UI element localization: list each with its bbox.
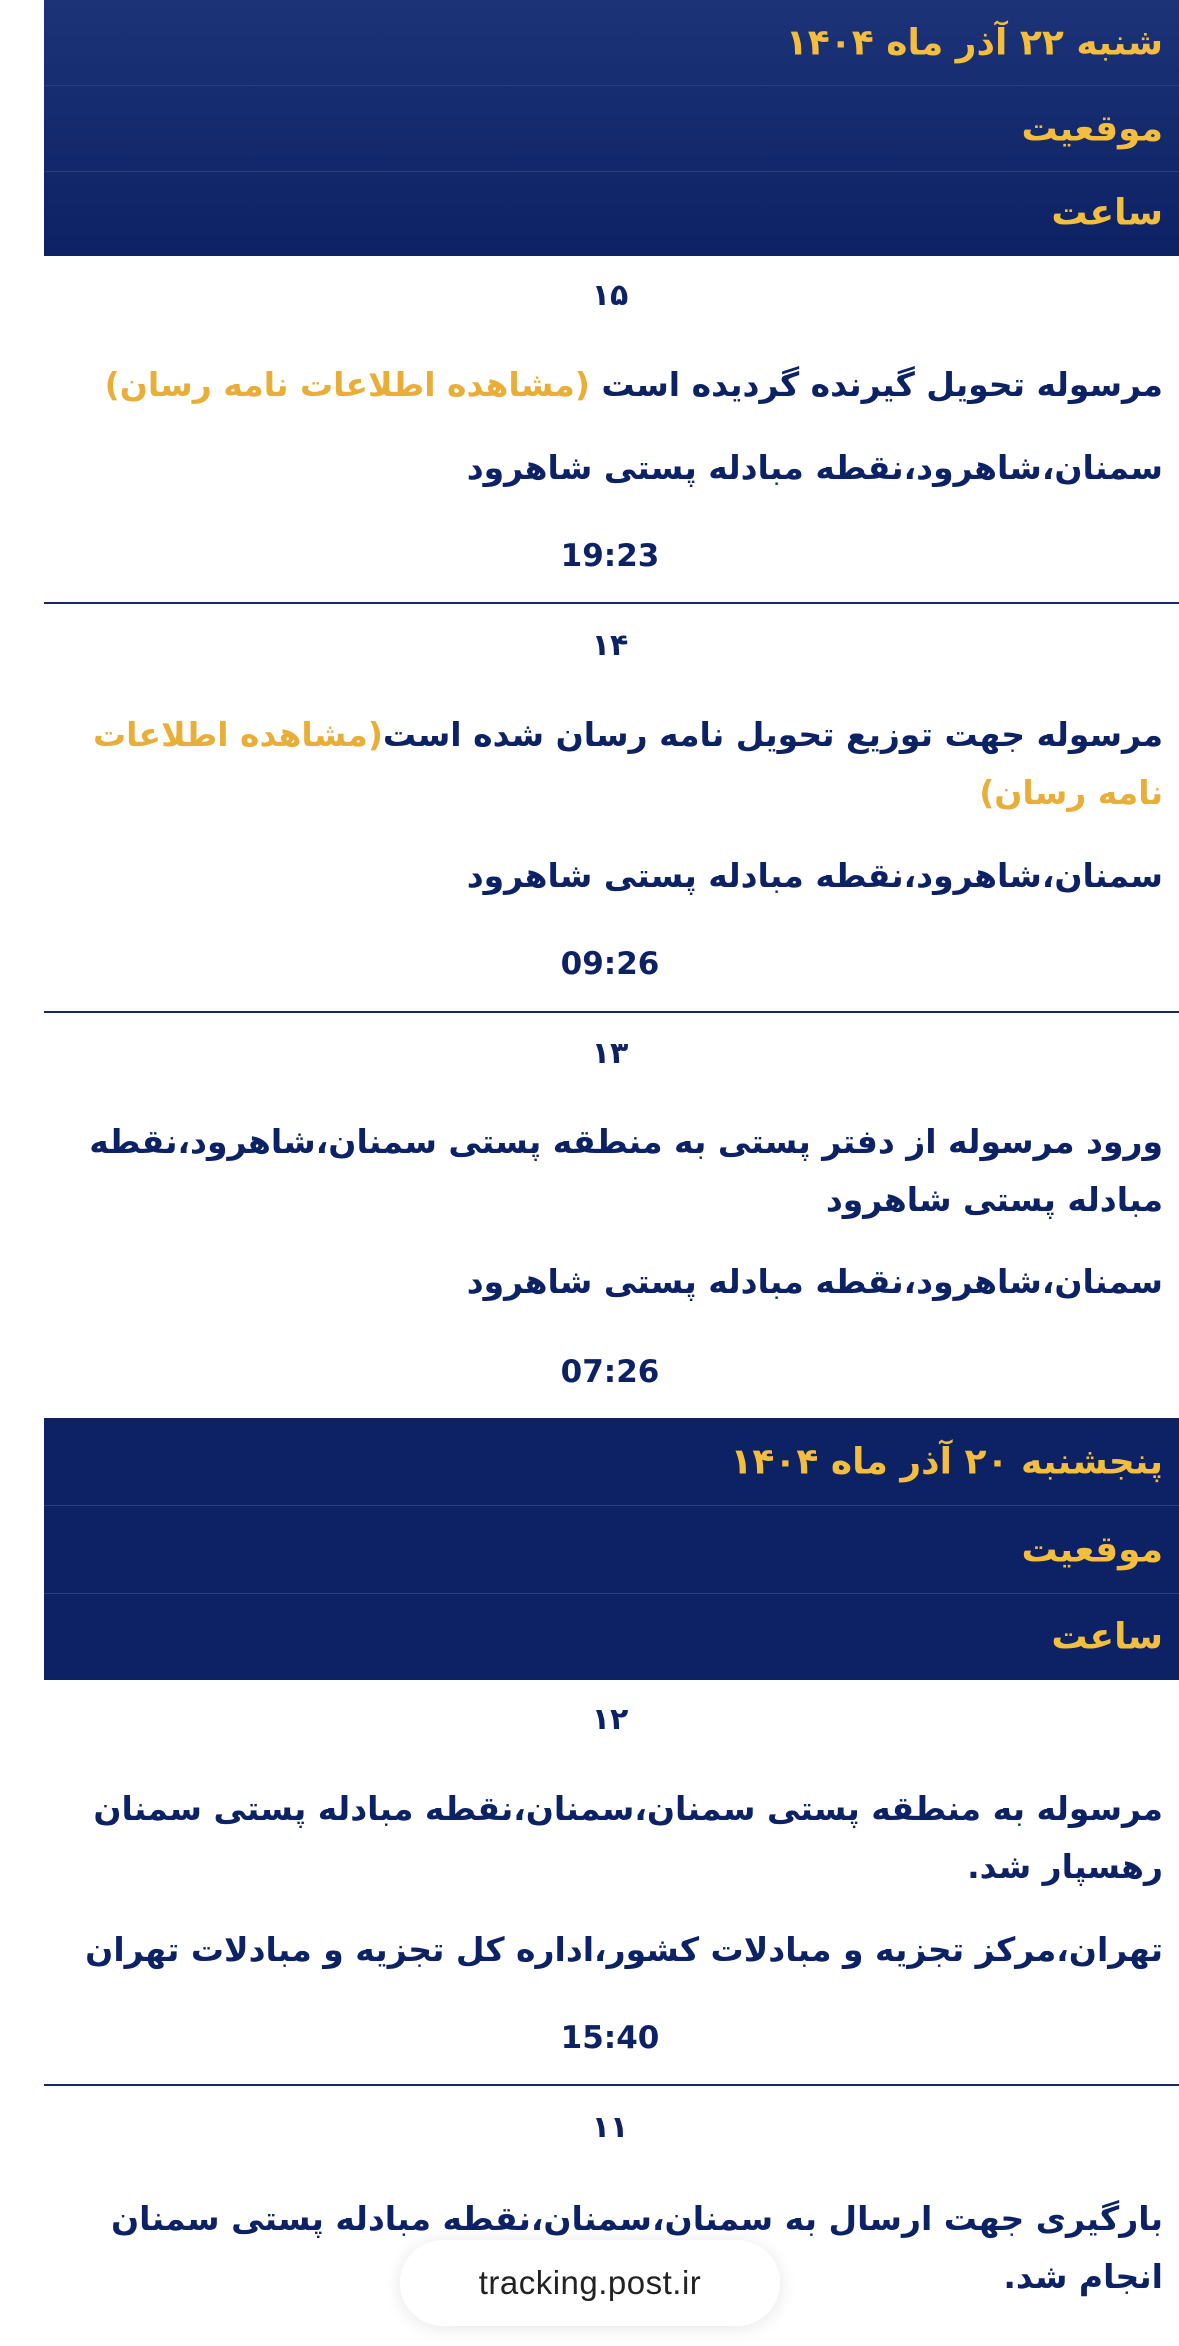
day-header (44, 1418, 1179, 1680)
event-number: ۱۵ (591, 278, 629, 313)
event-description: ورود مرسوله از دفتر پستی به منطقه پستی سمنان،شاهرود،نقطه مبادله پستی شاهرود (89, 1122, 1163, 1219)
event-number: ۱۳ (591, 1036, 629, 1071)
view-postman-info-link[interactable]: (مشاهده اطلاعات نامه رسان) (104, 365, 590, 404)
day-date-cell (44, 1418, 1179, 1506)
event-description: مرسوله به منطقه پستی سمنان،سمنان،نقطه مبادله پستی سمنان رهسپار شد. (93, 1789, 1163, 1886)
location-header-cell (44, 86, 1179, 172)
event-description-text: مرسوله تحویل گیرنده گردیده است (589, 365, 1163, 404)
view-postman-info-link[interactable]: (مشاهده اطلاعات نامه رسان) (92, 715, 1163, 812)
time-header: ساعت (1051, 192, 1163, 234)
row-divider (44, 2084, 1179, 2086)
day-date: شنبه ۲۲ آذر ماه ۱۴۰۴ (785, 22, 1163, 63)
day-header (44, 0, 1179, 256)
day-date-cell (44, 0, 1179, 86)
event-number: ۱۲ (591, 1702, 629, 1737)
event-description (53, 706, 1163, 822)
time-header: ساعت (1051, 1616, 1163, 1658)
event-time: 07:26 (560, 1354, 660, 1390)
event-description (53, 356, 1163, 414)
location-header: موقعیت (1021, 1529, 1163, 1570)
location-header-cell (44, 1506, 1179, 1594)
event-location: تهران،مرکز تجزیه و مبادلات کشور،اداره کل تجزیه و مبادلات تهران (85, 1930, 1163, 1969)
event-time: 19:23 (560, 538, 660, 574)
row-divider (44, 1011, 1179, 1013)
time-header-cell (44, 170, 1179, 256)
event-description: بارگیری جهت ارسال به سمنان،سمنان،نقطه مبادله پستی سمنان انجام شد. (111, 2199, 1163, 2296)
browser-url: tracking.post.ir (478, 2264, 702, 2301)
location-header: موقعیت (1021, 108, 1163, 149)
browser-address-bar[interactable] (400, 2240, 780, 2326)
event-location: سمنان،شاهرود،نقطه مبادله پستی شاهرود (466, 448, 1163, 487)
row-divider (44, 602, 1179, 604)
event-location: سمنان،شاهرود،نقطه مبادله پستی شاهرود (466, 856, 1163, 895)
event-number: ۱۴ (591, 628, 629, 663)
day-date: پنجشنبه ۲۰ آذر ماه ۱۴۰۴ (730, 1441, 1163, 1482)
event-location: سمنان،شاهرود،نقطه مبادله پستی شاهرود (466, 1262, 1163, 1301)
time-header-cell (44, 1594, 1179, 1680)
event-number: ۱۱ (591, 2110, 629, 2145)
event-time: 15:40 (560, 2020, 660, 2056)
event-description-text: مرسوله جهت توزیع تحویل نامه رسان شده است (382, 715, 1163, 754)
event-time: 09:26 (560, 946, 660, 982)
